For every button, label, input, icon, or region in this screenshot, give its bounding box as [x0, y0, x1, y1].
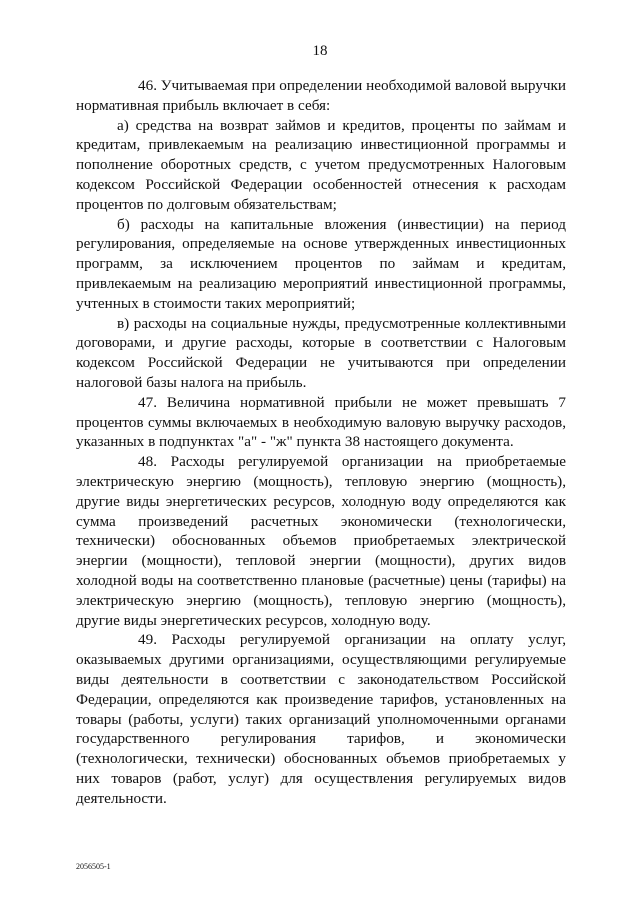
subparagraph-46-a: а) средства на возврат займов и кредитов, проценты по займам и кредитам, привлекаемым на реализацию инвестиционной программы и пополнение оборотных средств, с учетом предусмотренных Налоговым кодексом Российской Федерации особенностей отнесения к расходам процентов по долговым обязательствам; — [76, 116, 566, 213]
document-body — [76, 76, 566, 808]
paragraph-49: 49. Расходы регулируемой организации на оплату услуг, оказываемых другими организациями, осуществляющими регулируемые виды деятельности в соответствии с законодательством Российской Федерации, определяются как произведение тарифов, установленных на товары (работы, услуги) таких организаций уполномоченными органами государственного регулирования тарифов, и экономически (технологически, технически) обоснованных объемов приобретаемых у них товаров (работ, услуг) для осуществления регулируемых видов деятельности. — [76, 631, 566, 807]
paragraph-47: 47. Величина нормативной прибыли не может превышать 7 процентов суммы включаемых в необходимую валовую выручку расходов, указанных в подпунктах "а" - "ж" пункта 38 настоящего документа. — [76, 393, 566, 451]
page-number: 18 — [312, 43, 328, 59]
paragraph-48: 48. Расходы регулируемой организации на приобретаемые электрическую энергию (мощность), тепловую энергию (мощность), другие виды энергетических ресурсов, холодную воду определяются как сумма произведений расчетных экономически (технологически, технически) обоснованных объемов приобретаемых электрической энергии (мощности), тепловой энергии (мощности), других видов холодной воды на соответственно плановые (расчетные) цены (тарифы) на электрическую энергию (мощность), тепловую энергию (мощность), другие виды энергетических ресурсов, холодную воду. — [76, 453, 566, 629]
paragraph-46: 46. Учитываемая при определении необходимой валовой выручки нормативная прибыль включает в себя: — [76, 77, 566, 114]
document-code: 2056505-1 — [76, 862, 111, 871]
subparagraph-46-b: б) расходы на капитальные вложения (инвестиции) на период регулирования, определяемые на основе утвержденных инвестиционных программ, за исключением процентов по займам и кредитам, привлекаемым на реализацию мероприятий инвестиционной программы, учтенных в стоимости таких мероприятий; — [76, 215, 566, 312]
subparagraph-46-v: в) расходы на социальные нужды, предусмотренные коллективными договорами, и другие расходы, которые в соответствии с Налоговым кодексом Российской Федерации не учитываются при определении налоговой базы налога на прибыль. — [76, 314, 566, 391]
